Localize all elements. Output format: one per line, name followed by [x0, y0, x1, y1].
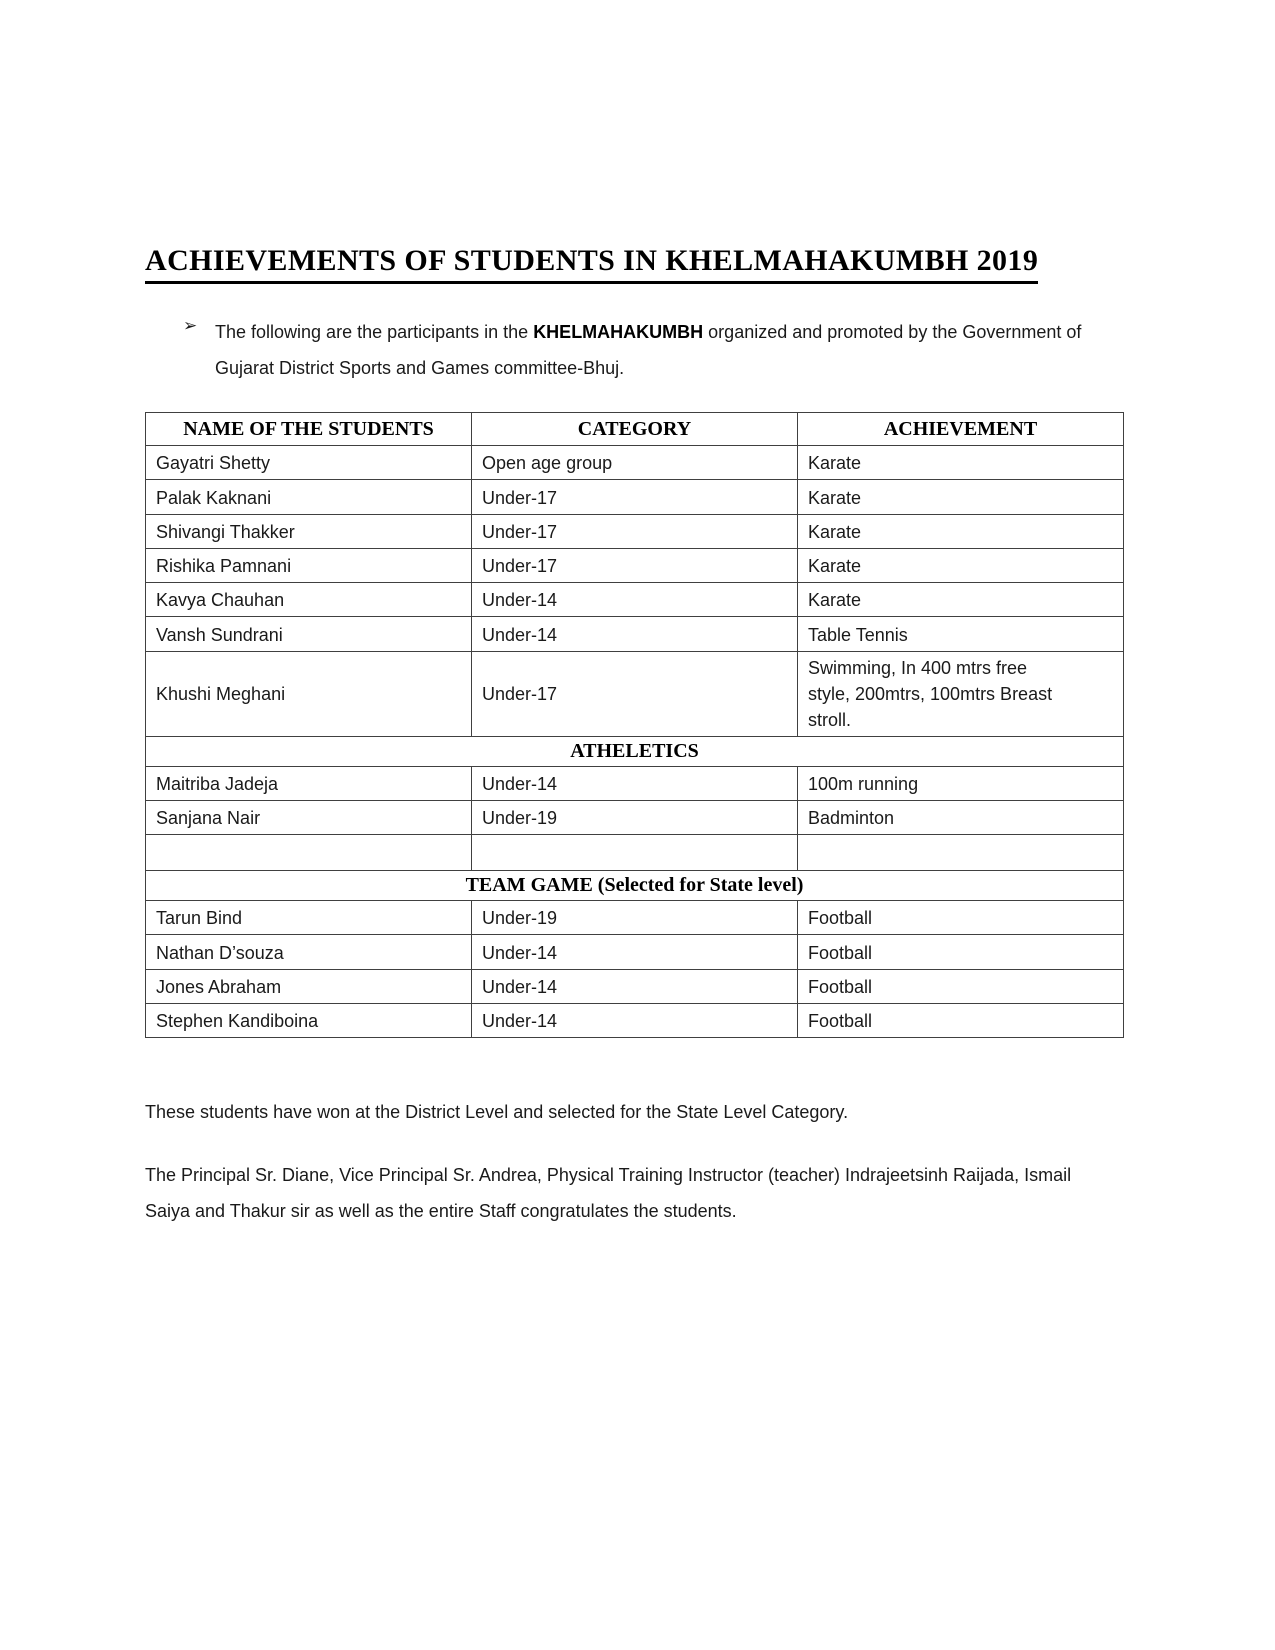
- cell-text: Under-19: [482, 908, 558, 929]
- student-name-cell: [146, 583, 472, 617]
- cell-text: Nathan D’souza: [156, 942, 284, 963]
- cell-text: Under-14: [482, 1011, 558, 1031]
- empty-cell: [472, 835, 798, 871]
- table-row: [146, 651, 1124, 736]
- category-cell: [472, 583, 798, 617]
- student-name-cell: [146, 651, 472, 736]
- cell-text: Football: [808, 976, 873, 997]
- achievement-cell: [798, 935, 1124, 969]
- category-cell: [472, 1003, 798, 1037]
- header-achievement: ACHIEVEMENT: [798, 413, 1124, 446]
- table-row: [146, 617, 1124, 651]
- header-name-of-students: NAME OF THE STUDENTS: [146, 413, 472, 446]
- achievements-table-body: [146, 446, 1124, 1038]
- empty-cell: [146, 835, 472, 871]
- cell-text: Maitriba Jadeja: [156, 773, 279, 794]
- intro-text-before: The following are the participants in the: [215, 322, 534, 342]
- student-name-cell: [146, 969, 472, 1003]
- student-name-cell: [146, 446, 472, 480]
- cell-text: Karate: [808, 487, 862, 508]
- cell-text: Under-14: [482, 942, 558, 963]
- cell-text: Palak Kaknani: [156, 487, 272, 508]
- achievement-cell: [798, 651, 1124, 736]
- cell-text: Swimming, In 400 mtrs free style, 200mtrs, 100mtrs Breast stroll.: [808, 657, 1053, 730]
- arrow-bullet-icon: ➢: [183, 316, 198, 335]
- table-row: [146, 446, 1124, 480]
- cell-text: Football: [808, 1011, 873, 1031]
- cell-text: Gayatri Shetty: [156, 453, 271, 474]
- table-row: [146, 901, 1124, 935]
- table-row: [146, 480, 1124, 514]
- cell-text: Kavya Chauhan: [156, 590, 285, 611]
- table-row: [146, 835, 1124, 871]
- student-name-cell: [146, 766, 472, 800]
- cell-text: 100m running: [808, 773, 919, 794]
- category-cell: [472, 548, 798, 582]
- section-header-row: [146, 736, 1124, 766]
- cell-text: Football: [808, 942, 873, 963]
- achievement-cell: [798, 969, 1124, 1003]
- intro-text-after: organized and promoted by the Government of Gujarat District Sports and Games committee-Bhuj.: [215, 322, 1082, 378]
- cell-text: Under-14: [482, 773, 558, 794]
- header-category: CATEGORY: [472, 413, 798, 446]
- student-name-cell: [146, 617, 472, 651]
- category-cell: [472, 617, 798, 651]
- table-row: [146, 548, 1124, 582]
- section-header: TEAM GAME (Selected for State level): [146, 871, 1124, 901]
- student-name-cell: [146, 1003, 472, 1037]
- achievement-cell: [798, 1003, 1124, 1037]
- closing-paragraph: These students have won at the District Level and selected for the State Level Category.: [145, 1102, 849, 1122]
- cell-text: Under-17: [482, 684, 558, 705]
- cell-text: Jones Abraham: [156, 976, 282, 997]
- achievement-cell: [798, 766, 1124, 800]
- section-header: ATHELETICS: [146, 736, 1124, 766]
- achievement-cell: [798, 901, 1124, 935]
- achievement-cell: [798, 800, 1124, 834]
- cell-text: Shivangi Thakker: [156, 521, 295, 542]
- page-title-text: ACHIEVEMENTS OF STUDENTS IN KHELMAHAKUMBH 2019: [145, 244, 1038, 284]
- category-cell: [472, 901, 798, 935]
- category-cell: [472, 514, 798, 548]
- student-name-cell: [146, 480, 472, 514]
- category-cell: [472, 935, 798, 969]
- cell-text: Football: [808, 908, 873, 929]
- table-row: [146, 800, 1124, 834]
- cell-text: Rishika Pamnani: [156, 556, 292, 576]
- cell-text: Under-14: [482, 590, 558, 611]
- achievement-cell: [798, 583, 1124, 617]
- cell-text: Karate: [808, 590, 862, 611]
- cell-text: Sanjana Nair: [156, 808, 261, 828]
- table-row: [146, 514, 1124, 548]
- section-header-row: [146, 871, 1124, 901]
- table-row: [146, 766, 1124, 800]
- empty-cell: [798, 835, 1124, 871]
- cell-text: Under-19: [482, 808, 558, 828]
- student-name-cell: [146, 901, 472, 935]
- category-cell: [472, 651, 798, 736]
- cell-text: Under-17: [482, 556, 558, 576]
- cell-text: Under-14: [482, 976, 558, 997]
- achievement-cell: [798, 514, 1124, 548]
- cell-text: Under-17: [482, 521, 558, 542]
- cell-text: Karate: [808, 521, 862, 542]
- cell-text: Khushi Meghani: [156, 684, 286, 705]
- category-cell: [472, 969, 798, 1003]
- table-row: [146, 969, 1124, 1003]
- category-cell: [472, 800, 798, 834]
- table-header-row: [146, 413, 1124, 446]
- cell-text: Under-17: [482, 487, 558, 508]
- category-cell: [472, 766, 798, 800]
- achievement-cell: [798, 617, 1124, 651]
- cell-text: Stephen Kandiboina: [156, 1011, 319, 1031]
- cell-text: Karate: [808, 556, 862, 576]
- achievements-table: [145, 412, 1124, 1038]
- cell-text: Open age group: [482, 453, 613, 474]
- cell-text: Karate: [808, 453, 862, 474]
- cell-text: Badminton: [808, 808, 895, 828]
- table-row: [146, 583, 1124, 617]
- student-name-cell: [146, 935, 472, 969]
- cell-text: Under-14: [482, 624, 558, 645]
- student-name-cell: [146, 548, 472, 582]
- cell-text: Tarun Bind: [156, 908, 243, 929]
- category-cell: [472, 446, 798, 480]
- intro-text-bold: KHELMAHAKUMBH: [533, 322, 704, 342]
- achievement-cell: [798, 446, 1124, 480]
- cell-text: Vansh Sundrani: [156, 624, 283, 645]
- student-name-cell: [146, 800, 472, 834]
- congratulations-paragraph: The Principal Sr. Diane, Vice Principal Sr. Andrea, Physical Training Instructor (teacher) Indrajeetsinh Raijada, Ismail Saiya and Thakur sir as well as the entire Staff congratulates the students.: [145, 1165, 1072, 1221]
- intro-text: [215, 314, 1095, 386]
- achievement-cell: [798, 480, 1124, 514]
- student-name-cell: [146, 514, 472, 548]
- table-row: [146, 1003, 1124, 1037]
- category-cell: [472, 480, 798, 514]
- intro-paragraph: [183, 314, 1127, 386]
- achievement-cell: [798, 548, 1124, 582]
- page-title: [145, 244, 1127, 284]
- table-row: [146, 935, 1124, 969]
- cell-text: Table Tennis: [808, 624, 908, 645]
